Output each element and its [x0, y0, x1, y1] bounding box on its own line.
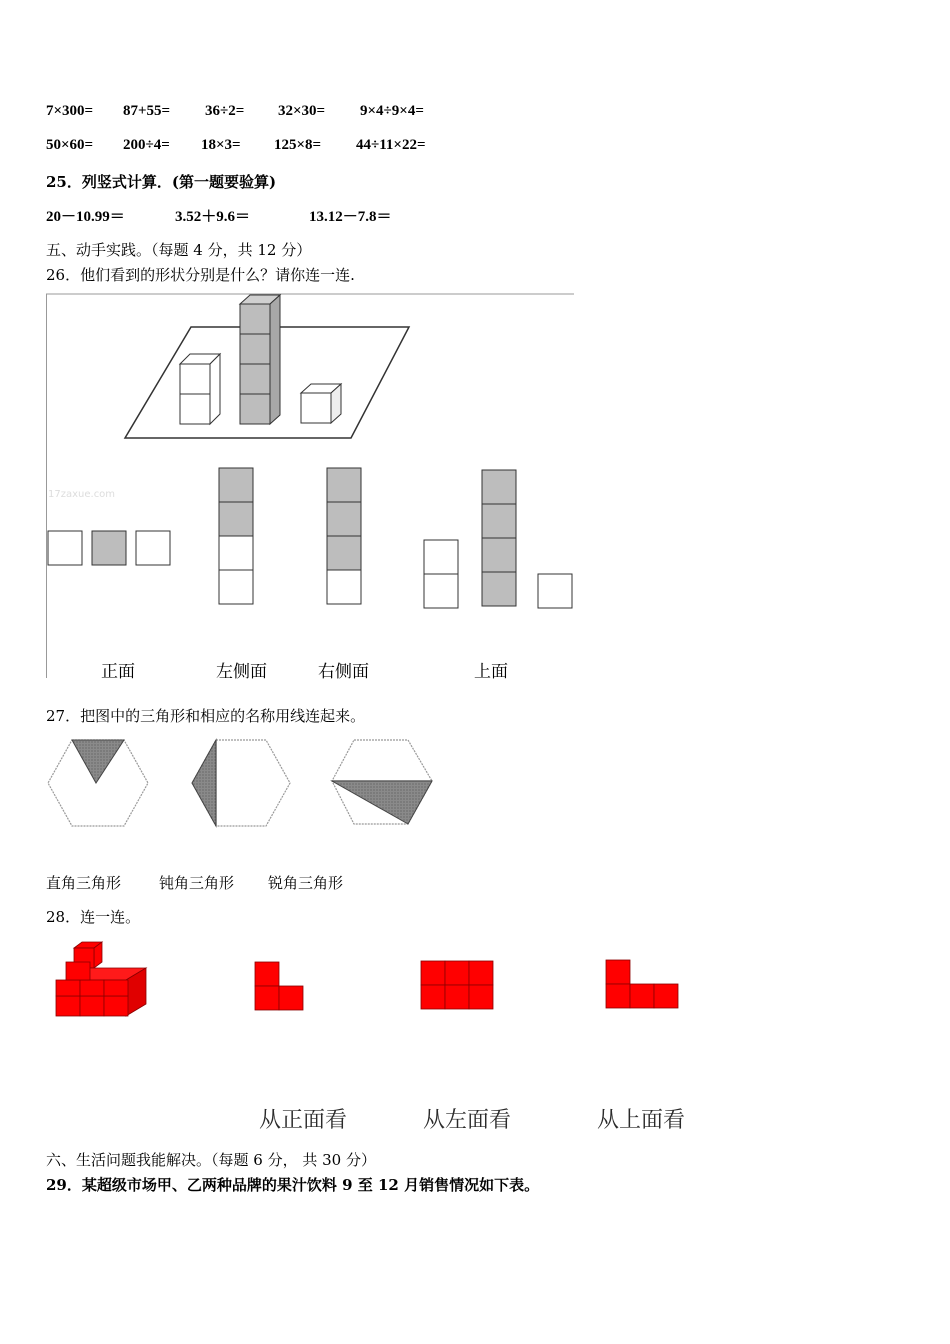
- calc-item: 32×30=: [278, 103, 326, 119]
- calc-item: 44÷11×22=: [356, 137, 426, 153]
- calc-item: 87+55=: [123, 103, 171, 119]
- q25-title: 25．列竖式计算．(第一题要验算): [46, 173, 277, 191]
- calc-item: 9×4÷9×4=: [360, 103, 424, 119]
- q27-figure: [46, 735, 446, 831]
- q29-title: 29．某超级市场甲、乙两种品牌的果汁饮料 9 至 12 月销售情况如下表。: [46, 1176, 540, 1194]
- view-top: [424, 470, 572, 608]
- cube-stack-left: [180, 354, 220, 424]
- label-left-side: 左侧面: [216, 662, 267, 682]
- name-right-triangle: 直角三角形: [46, 874, 122, 892]
- name-obtuse-triangle: 钝角三角形: [159, 874, 235, 892]
- calc-item: 200÷4=: [123, 137, 170, 153]
- hexagon-obtuse: [192, 740, 290, 826]
- q28-title: 28．连一连。: [46, 908, 141, 926]
- cube-single-right: [301, 384, 341, 423]
- q28-figure: [46, 940, 696, 1030]
- section-6-title: 六、生活问题我能解决。（每题 6 分， 共 30 分）: [46, 1151, 376, 1169]
- calc-item: 7×300=: [46, 103, 94, 119]
- label-front: 正面: [101, 662, 135, 682]
- q27-title: 27．把图中的三角形和相应的名称用线连起来。: [46, 707, 366, 725]
- view-front: [48, 531, 170, 565]
- vertical-calc-item: 13.12－7.8＝: [309, 209, 392, 225]
- label-from-top: 从上面看: [597, 1108, 686, 1133]
- hexagon-right: [332, 740, 432, 824]
- label-from-left: 从左面看: [423, 1108, 512, 1133]
- calc-item: 125×8=: [274, 137, 322, 153]
- view-right: [327, 468, 361, 604]
- red-view-front-shape: [606, 960, 678, 1008]
- label-top: 上面: [474, 662, 508, 682]
- red-cube-solid: [56, 942, 146, 1016]
- view-left: [219, 468, 253, 604]
- calc-item: 50×60=: [46, 137, 94, 153]
- label-from-front: 从正面看: [259, 1108, 348, 1133]
- calc-item: 36÷2=: [205, 103, 245, 119]
- q26-figure: [46, 290, 576, 680]
- calc-item: 18×3=: [201, 137, 241, 153]
- name-acute-triangle: 锐角三角形: [268, 874, 344, 892]
- section-5-title: 五、动手实践。（每题 4 分，共 12 分）: [46, 241, 312, 259]
- red-view-left-shape: [255, 962, 303, 1010]
- vertical-calc-item: 3.52＋9.6＝: [175, 209, 251, 225]
- red-view-top-shape: [421, 961, 493, 1009]
- vertical-calc-item: 20－10.99＝: [46, 209, 125, 225]
- q26-title: 26．他们看到的形状分别是什么？请你连一连.: [46, 266, 355, 284]
- hexagon-acute: [48, 740, 148, 826]
- label-right-side: 右侧面: [318, 662, 369, 682]
- cube-stack-middle: [240, 295, 280, 424]
- watermark: 17zaxue.com: [48, 489, 116, 500]
